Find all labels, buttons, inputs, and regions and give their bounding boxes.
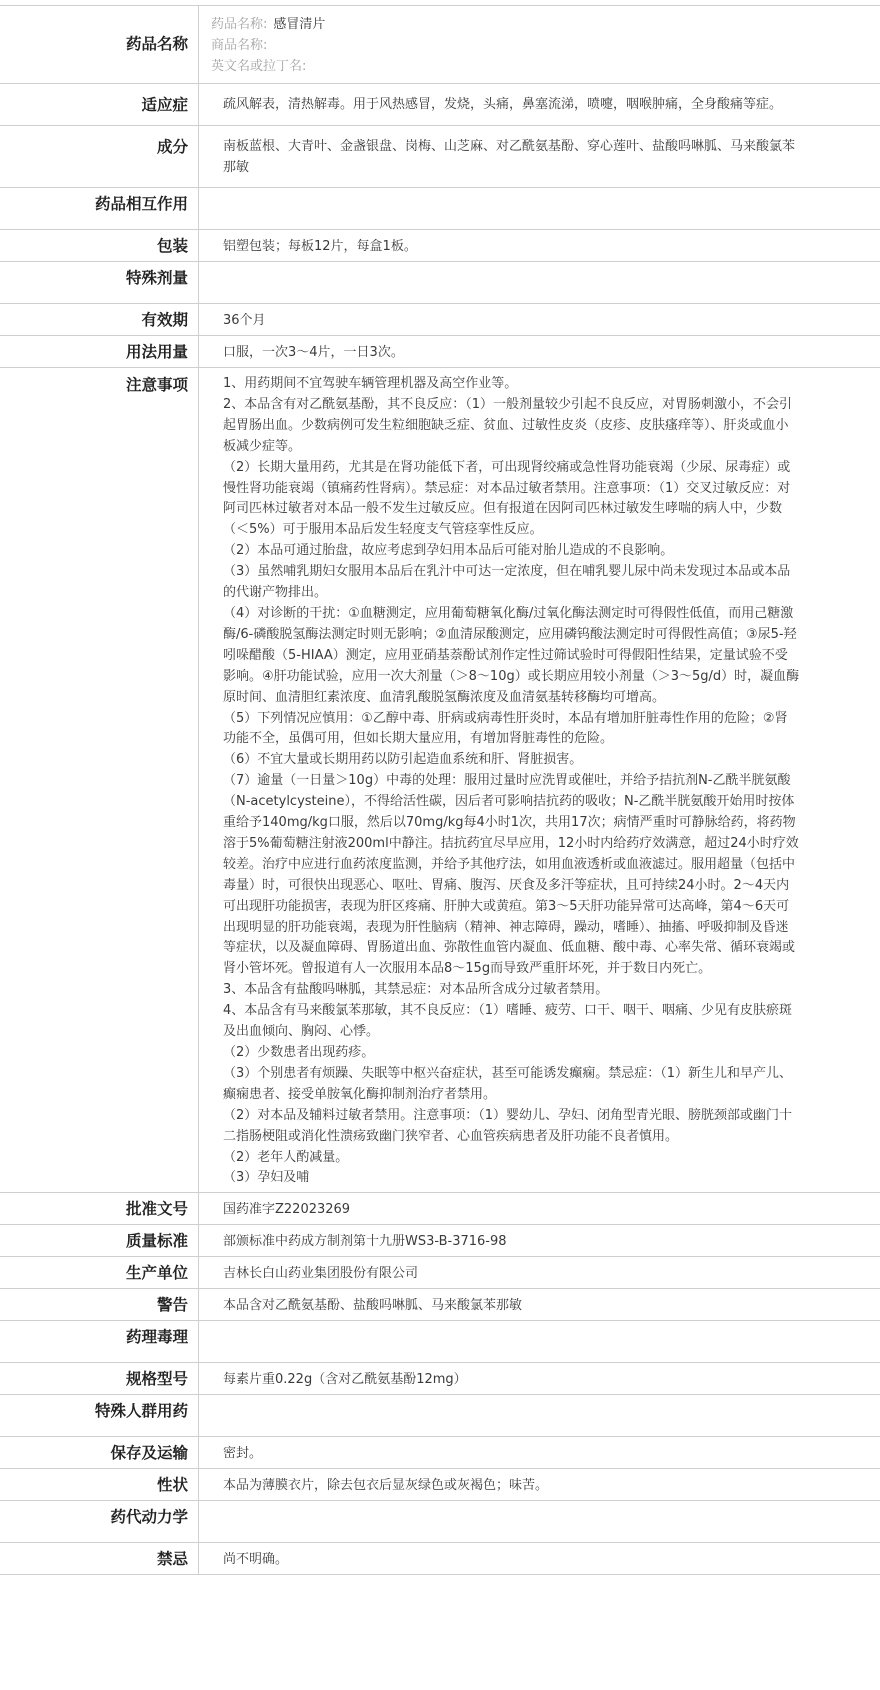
row-value [199,188,880,230]
row-value: 36个月 [199,304,880,336]
row-label: 禁忌 [0,1543,199,1575]
row-label: 规格型号 [0,1363,199,1395]
row-label: 有效期 [0,304,199,336]
row-value: 部颁标准中药成方制剂第十九册WS3-B-3716-98 [199,1225,880,1257]
warning-row [0,1289,880,1321]
expiry-row [0,304,880,336]
row-label: 批准文号 [0,1193,199,1225]
row-label: 适应症 [0,84,199,126]
interactions-row [0,188,880,230]
row-label: 特殊剂量 [0,262,199,304]
row-value [199,262,880,304]
row-label: 注意事项 [0,368,199,1193]
row-label: 药理毒理 [0,1321,199,1363]
precaution-paragraph: （2）长期大量用药，尤其是在肾功能低下者，可出现肾绞痛或急性肾功能衰竭（少尿、尿毒症）或慢性肾功能衰竭（镇痛药性肾病）。禁忌症：对本品过敏者禁用。注意事项：（1）交叉过敏反应：对阿司匹林过敏者对本品一般不发生过敏反应。但有报道在因阿司匹林过敏发生哮喘的病人中，少数（＜5%）可于服用本品后发生轻度支气管痉挛性反应。 [223,459,791,538]
precaution-paragraph: （3）个别患者有烦躁、失眠等中枢兴奋症状，甚至可能诱发癫痫。禁忌症：（1）新生儿和早产儿、癫痫患者、接受单胺氧化酶抑制剂治疗者禁用。 [223,1065,793,1102]
row-label: 包装 [0,230,199,262]
row-value [199,1321,880,1363]
generic-name-line [211,14,800,35]
special-population-row [0,1395,880,1437]
precaution-paragraph: （2）对本品及辅料过敏者禁用。注意事项：（1）婴幼儿、孕妇、闭角型青光眼、膀胱颈部或幽门十二指肠梗阻或消化性溃疡致幽门狭窄者、心血管疾病患者及肝功能不良者慎用。 [223,1107,793,1144]
english-name-key: 英文名或拉丁名: [211,59,307,74]
row-label: 性状 [0,1469,199,1501]
precaution-paragraph: （7）逾量（一日量＞10g）中毒的处理：服用过量时应洗胃或催吐，并给予拮抗剂N-乙酰半胱氨酸（N-acetylcysteine），不得给活性碳，因后者可影响拮抗药的吸收；N-乙酰半胱氨酸开始用时按体重给予140mg/kg口服，然后以70mg/kg每4小时1次，共用17次；病情严重时可静脉给药，将药物溶于5%葡萄糖注射液200ml中静注。拮抗药宜尽早应用，12小时内给药疗效满意，超过24小时疗效较差。治疗中应进行血药浓度监测，并给予其他疗法，如用血液透析或血液滤过。服用超量（包括中毒量）时，可很快出现恶心、呕吐、胃痛、腹泻、厌食及多汗等症状，且可持续24小时。2～4天内可出现肝功能损害，表现为肝区疼痛、肝肿大或黄疸。第3～5天肝功能异常可达高峰，第4～6天可出现明显的肝功能衰竭，表现为肝性脑病（精神、神志障碍，躁动，嗜睡）、抽搐、呼吸抑制及昏迷等症状，以及凝血障碍、胃肠道出血、弥散性血管内凝血、低血糖、酸中毒、心率失常、循环衰竭或肾小管坏死。曾报道有人一次服用本品8～15g而导致严重肝坏死，并于数日内死亡。 [223,773,799,977]
english-name-line [211,56,800,77]
packaging-row [0,230,880,262]
dosage-row [0,336,880,368]
row-value: 南板蓝根、大青叶、金盏银盘、岗梅、山芝麻、对乙酰氨基酚、穿心莲叶、盐酸吗啉胍、马来酸氯苯那敏 [199,126,880,188]
storage-row [0,1437,880,1469]
precaution-paragraph: （3）孕妇及哺 [223,1170,310,1186]
row-value: 本品为薄膜衣片，除去包衣后显灰绿色或灰褐色；味苦。 [199,1469,880,1501]
precaution-paragraph: （4）对诊断的干扰：①血糖测定，应用葡萄糖氧化酶/过氧化酶法测定时可得假性低值，而用己糖激酶/6-磷酸脱氢酶法测定时则无影响；②血清尿酸测定，应用磷钨酸法测定时可得假性高值；③尿5-羟吲哚醋酸（5-HIAA）测定，应用亚硝基萘酚试剂作定性过筛试验时可得假阳性结果，定量试验不受影响。④肝功能试验，应用一次大剂量（＞8～10g）或长期应用较小剂量（＞3～5g/d）时，凝血酶原时间、血清胆红素浓度、血清乳酸脱氢酶浓度及血清氨基转移酶均可增高。 [223,605,800,705]
row-value: 尚不明确。 [199,1543,880,1575]
precaution-paragraph: （5）下列情况应慎用：①乙醇中毒、肝病或病毒性肝炎时，本品有增加肝脏毒性作用的危险；②肾功能不全，虽偶可用，但如长期大量应用，有增加肾脏毒性的危险。 [223,710,788,747]
precaution-paragraph: 2、本品含有对乙酰氨基酚，其不良反应：（1）一般剂量较少引起不良反应，对胃肠刺激小，不会引起胃肠出血。少数病例可发生粒细胞缺乏症、贫血、过敏性皮炎（皮疹、皮肤瘙痒等）、肝炎或血小板减少症等。 [223,396,793,454]
precaution-paragraph: （6）不宜大量或长期用药以防引起造血系统和肝、肾脏损害。 [223,752,583,768]
row-value: 口服，一次3～4片，一日3次。 [199,336,880,368]
precautions-text [199,368,880,1193]
row-label: 生产单位 [0,1257,199,1289]
row-value: 铝塑包装；每板12片，每盒1板。 [199,230,880,262]
precaution-paragraph: （3）虽然哺乳期妇女服用本品后在乳汁中可达一定浓度，但在哺乳婴儿尿中尚未发现过本品或本品的代谢产物排出。 [223,564,791,601]
manufacturer-row [0,1257,880,1289]
precaution-paragraph: 4、本品含有马来酸氯苯那敏，其不良反应：（1）嗜睡、疲劳、口干、咽干、咽痛、少见有皮肤瘀斑及出血倾向、胸闷、心悸。 [223,1003,793,1040]
row-label: 成分 [0,126,199,188]
pharmacokinetics-row [0,1501,880,1543]
indications-row [0,84,880,126]
row-label: 药品相互作用 [0,188,199,230]
row-label: 保存及运输 [0,1437,199,1469]
approval-number-row [0,1193,880,1225]
precaution-paragraph: （2）本品可通过胎盘，故应考虑到孕妇用本品后可能对胎儿造成的不良影响。 [223,543,674,559]
row-label: 特殊人群用药 [0,1395,199,1437]
row-label: 警告 [0,1289,199,1321]
precaution-paragraph: 1、用药期间不宜驾驶车辆管理机器及高空作业等。 [223,376,518,391]
appearance-row [0,1469,880,1501]
precaution-paragraph: 3、本品含有盐酸吗啉胍，其禁忌症：对本品所含成分过敏者禁用。 [223,982,609,998]
drug-name-values [199,6,880,84]
row-label: 质量标准 [0,1225,199,1257]
row-value: 吉林长白山药业集团股份有限公司 [199,1257,880,1289]
row-value [199,1501,880,1543]
row-value: 密封。 [199,1437,880,1469]
special-dosage-row [0,262,880,304]
row-value: 国药准字Z22023269 [199,1193,880,1225]
specification-row [0,1363,880,1395]
generic-name-value: 感冒清片 [273,17,326,32]
drug-info-table [0,5,880,1575]
row-label: 用法用量 [0,336,199,368]
ingredients-row [0,126,880,188]
row-value [199,1395,880,1437]
precaution-paragraph: （2）老年人酌减量。 [223,1149,349,1165]
trade-name-key: 商品名称: [211,38,268,53]
trade-name-line [211,35,800,56]
generic-name-key: 药品名称: [211,17,268,32]
precaution-paragraph: （2）少数患者出现药疹。 [223,1045,375,1060]
row-label: 药代动力学 [0,1501,199,1543]
row-value: 疏风解表，清热解毒。用于风热感冒，发烧，头痛，鼻塞流涕，喷嚏，咽喉肿痛，全身酸痛等症。 [199,84,880,126]
row-label: 药品名称 [0,6,199,84]
pharmacology-row [0,1321,880,1363]
drug-name-row [0,6,880,84]
quality-standard-row [0,1225,880,1257]
row-value: 本品含对乙酰氨基酚、盐酸吗啉胍、马来酸氯苯那敏 [199,1289,880,1321]
row-value: 每素片重0.22g（含对乙酰氨基酚12mg） [199,1363,880,1395]
contraindications-row [0,1543,880,1575]
precautions-row [0,368,880,1193]
